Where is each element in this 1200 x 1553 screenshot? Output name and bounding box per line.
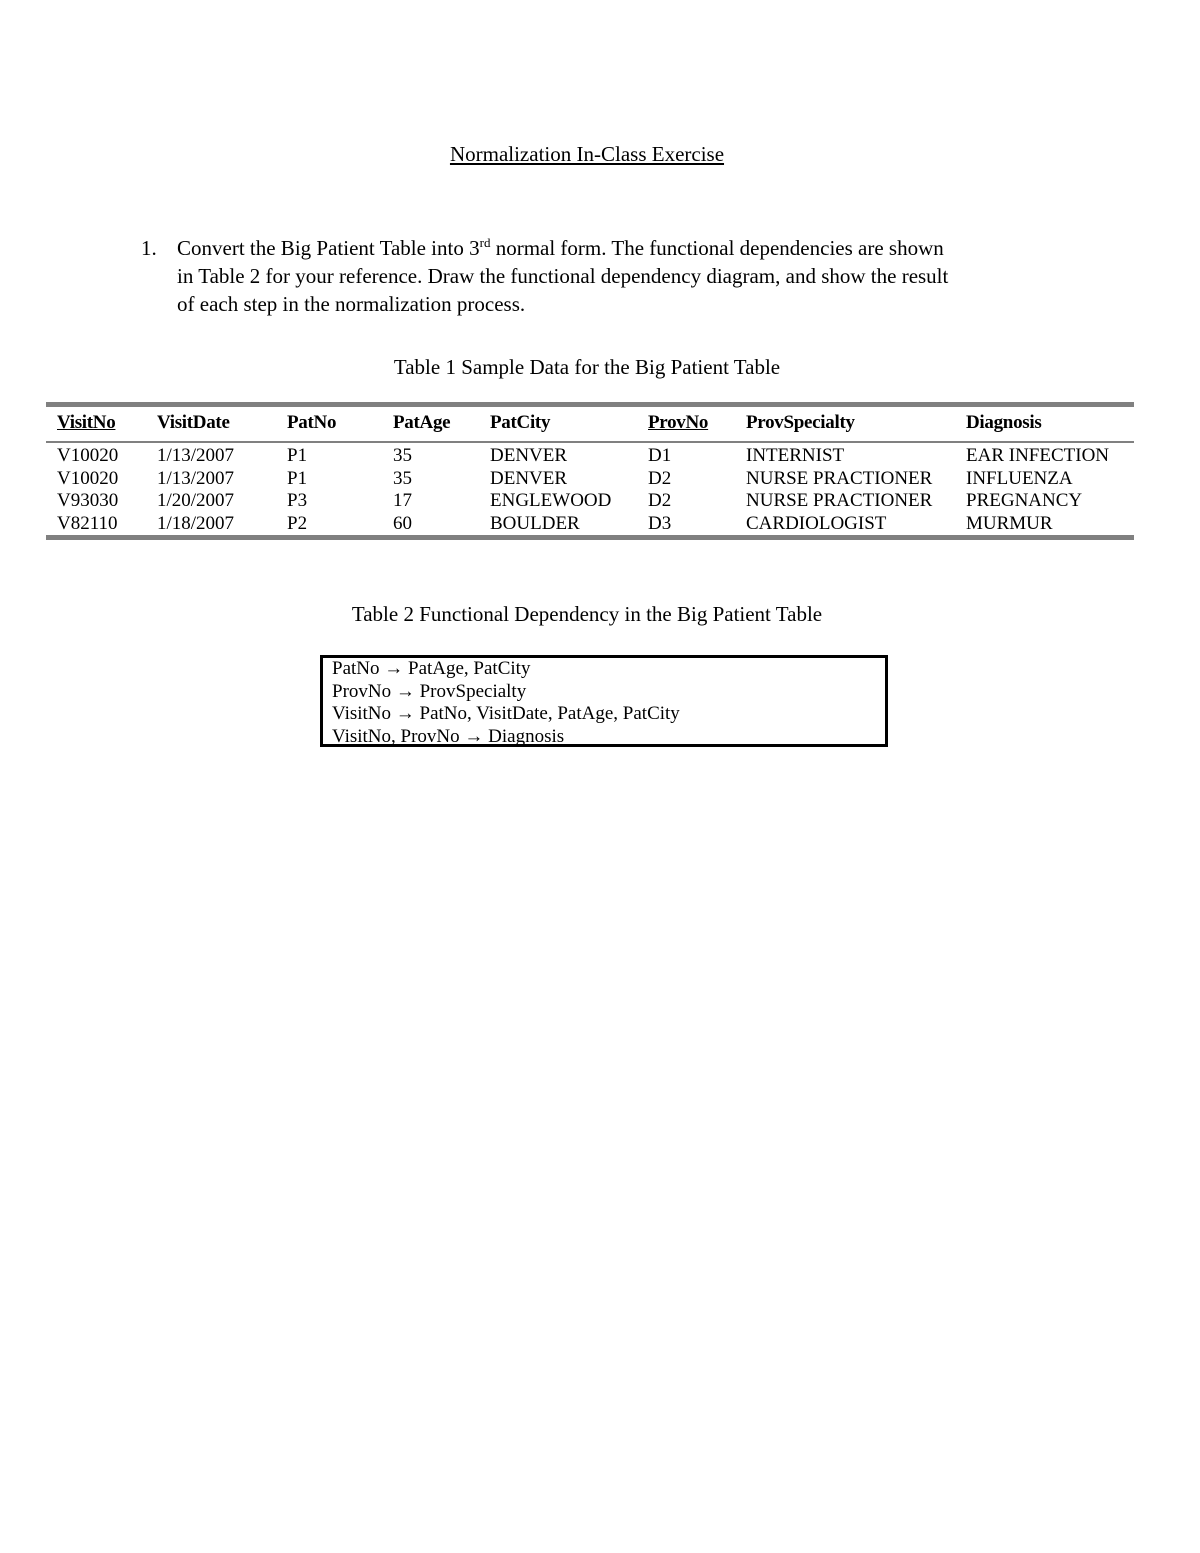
table-row <box>46 490 1134 513</box>
table-header-row <box>46 407 1134 443</box>
table-cell: V10020 <box>57 445 119 466</box>
table-cell: P3 <box>287 490 308 511</box>
table-cell: V10020 <box>57 467 119 489</box>
functional-dependency: VisitNo, ProvNo → Diagnosis <box>332 725 565 747</box>
functional-dependency: PatNo → PatAge, PatCity <box>332 658 531 679</box>
table-cell: P1 <box>287 445 308 466</box>
table-body <box>46 443 1134 535</box>
table-cell: P2 <box>287 512 308 534</box>
table-cell: PREGNANCY <box>966 490 1083 511</box>
table-cell: BOULDER <box>490 512 580 534</box>
table-cell: MURMUR <box>966 512 1053 534</box>
column-header-patno: PatNo <box>287 412 337 433</box>
table-cell: D3 <box>648 512 672 534</box>
big-patient-table <box>46 402 1134 540</box>
table-cell: D1 <box>648 445 672 466</box>
column-header-diagnosis: Diagnosis <box>966 412 1042 433</box>
column-header-provspecialty: ProvSpecialty <box>746 412 855 433</box>
column-header-visitdate: VisitDate <box>157 412 230 433</box>
table-cell: D2 <box>648 490 672 511</box>
document-title-text: Normalization In-Class Exercise <box>449 142 725 166</box>
table-cell: 17 <box>393 490 412 511</box>
column-header-patage: PatAge <box>393 412 451 433</box>
question-line-2: in Table 2 for your reference. Draw the functional dependency diagram, and show the result <box>177 264 949 288</box>
document-title <box>0 142 1174 167</box>
table-cell: 1/13/2007 <box>157 467 235 489</box>
table-cell: INFLUENZA <box>966 467 1073 489</box>
table-cell: ENGLEWOOD <box>490 490 612 511</box>
table-cell: P1 <box>287 467 308 489</box>
table-cell: 35 <box>393 445 412 466</box>
table-cell: NURSE PRACTIONER <box>746 490 933 511</box>
table-cell: V93030 <box>57 490 119 511</box>
question-text-part: normal form. The functional dependencies are shown <box>490 236 944 260</box>
column-header-patcity: PatCity <box>490 412 551 433</box>
column-header-visitno: VisitNo <box>57 412 116 433</box>
table-cell: D2 <box>648 467 672 489</box>
functional-dependency: ProvNo → ProvSpecialty <box>332 680 527 702</box>
question-text-part: Convert the Big Patient Table into 3 <box>177 236 480 260</box>
question-number: 1. <box>141 236 157 260</box>
table-cell: 1/18/2007 <box>157 512 235 534</box>
table1-caption: Table 1 Sample Data for the Big Patient Table <box>393 355 781 379</box>
table-cell: CARDIOLOGIST <box>746 512 887 534</box>
table-cell: EAR INFECTION <box>966 445 1110 466</box>
question-text <box>177 234 1057 318</box>
table2-caption: Table 2 Functional Dependency in the Big Patient Table <box>351 602 823 626</box>
table-cell: 35 <box>393 467 412 489</box>
table-row <box>46 445 1134 468</box>
question-line-1 <box>177 234 1057 262</box>
table-row <box>46 468 1134 491</box>
table-cell: 60 <box>393 512 412 534</box>
table-cell: NURSE PRACTIONER <box>746 467 933 489</box>
question-line-3: of each step in the normalization process. <box>177 292 526 316</box>
column-header-provno: ProvNo <box>648 412 709 433</box>
ordinal-superscript: rd <box>479 235 491 250</box>
functional-dependency: VisitNo → PatNo, VisitDate, PatAge, PatCity <box>332 703 680 724</box>
functional-dependency-box <box>320 655 888 747</box>
table-cell: DENVER <box>490 467 568 489</box>
table-cell: V82110 <box>57 512 118 534</box>
table-cell: 1/20/2007 <box>157 490 235 511</box>
table-row <box>46 513 1134 536</box>
table-cell: 1/13/2007 <box>157 445 235 466</box>
table-cell: INTERNIST <box>746 445 845 466</box>
table-cell: DENVER <box>490 445 568 466</box>
